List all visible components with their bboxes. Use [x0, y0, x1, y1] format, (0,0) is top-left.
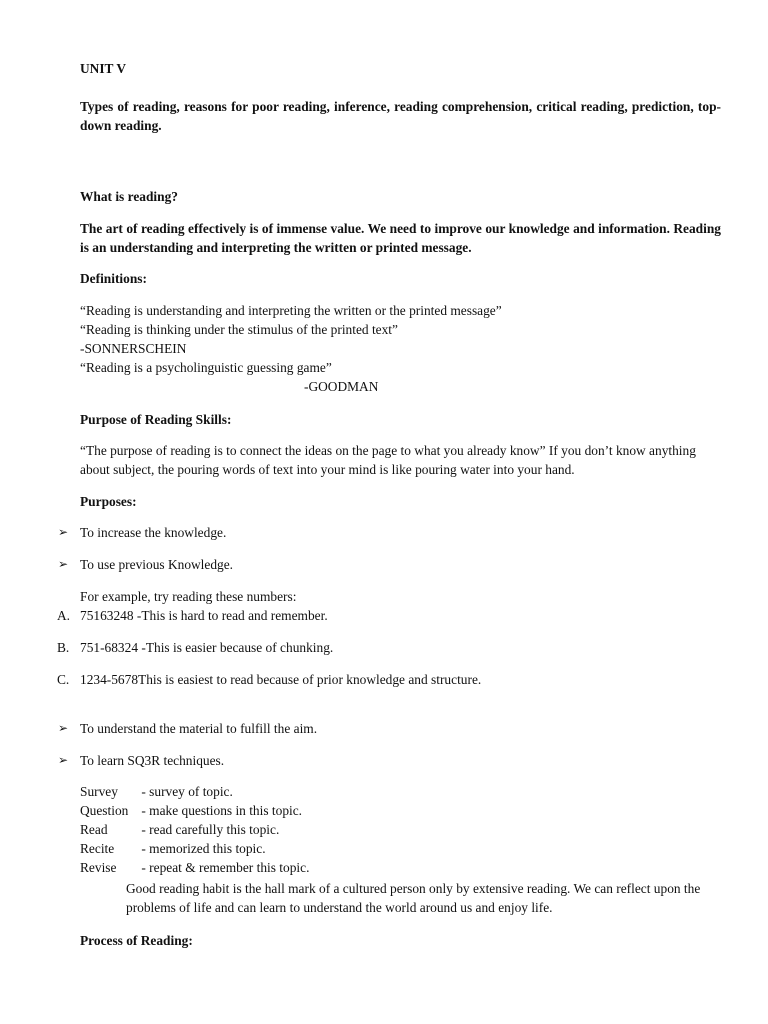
example-item: 751-68324 -This is easier because of chunking. — [80, 640, 334, 655]
process-heading: Process of Reading: — [80, 933, 193, 948]
sq3r-desc: - make questions in this topic. — [141, 803, 303, 818]
sq3r-row — [80, 820, 721, 839]
sq3r-term: Survey — [80, 784, 118, 799]
sq3r-row — [80, 858, 721, 877]
definition-line: “Reading is understanding and interpreting the written or the printed message” — [80, 303, 502, 318]
sq3r-desc: - repeat & remember this topic. — [141, 860, 310, 875]
sq3r-row — [80, 839, 721, 858]
purpose-skills-paragraph: “The purpose of reading is to connect the ideas on the page to what you already know” If you don’t know anything about subject, the pouring words of text into your mind is like pouring water into your hand. — [80, 443, 696, 477]
example-item: 75163248 -This is hard to read and remember. — [80, 608, 328, 623]
list-letter: C. — [57, 672, 70, 687]
definitions-list — [80, 301, 721, 396]
unit-title: UNIT V — [80, 61, 127, 76]
habit-paragraph: Good reading habit is the hall mark of a cultured person only by extensive reading. We can reflect upon the problems of life and can learn to understand the world around us and enjoy life. — [126, 881, 701, 915]
purpose-item: To learn SQ3R techniques. — [80, 753, 225, 768]
sq3r-row — [80, 782, 721, 801]
list-letter: A. — [57, 608, 71, 623]
purpose-item: To use previous Knowledge. — [80, 557, 234, 572]
definition-line: “Reading is a psycholinguistic guessing game” — [80, 360, 332, 375]
what-is-reading-paragraph: The art of reading effectively is of immense value. We need to improve our knowledge and information. Reading is an understanding and interpreting the written or printed message. — [80, 221, 721, 255]
sq3r-desc: - read carefully this topic. — [141, 822, 280, 837]
purposes-heading: Purposes: — [80, 494, 137, 509]
arrow-bullet-icon: ➢ — [58, 721, 69, 735]
sq3r-desc: - survey of topic. — [141, 784, 233, 799]
purpose-item: To increase the knowledge. — [80, 525, 227, 540]
arrow-bullet-icon: ➢ — [58, 753, 69, 767]
sq3r-row — [80, 801, 721, 820]
sq3r-list — [80, 782, 721, 877]
sq3r-term: Question — [80, 803, 129, 818]
what-is-reading-heading: What is reading? — [80, 189, 178, 204]
sq3r-term: Revise — [80, 860, 117, 875]
sq3r-desc: - memorized this topic. — [141, 841, 266, 856]
purpose-item: To understand the material to fulfill the aim. — [80, 721, 318, 736]
definition-author: -GOODMAN — [304, 379, 379, 394]
arrow-bullet-icon: ➢ — [58, 525, 69, 539]
arrow-bullet-icon: ➢ — [58, 557, 69, 571]
topics-summary: Types of reading, reasons for poor reading, inference, reading comprehension, critical reading, prediction, top-down reading. — [80, 99, 721, 133]
list-letter: B. — [57, 640, 70, 655]
definition-author: -SONNERSCHEIN — [80, 341, 187, 356]
purpose-skills-heading: Purpose of Reading Skills: — [80, 412, 232, 427]
definition-line: “Reading is thinking under the stimulus of the printed text” — [80, 322, 398, 337]
sq3r-term: Recite — [80, 841, 115, 856]
sq3r-term: Read — [80, 822, 108, 837]
example-intro: For example, try reading these numbers: — [80, 589, 297, 604]
definitions-heading: Definitions: — [80, 271, 147, 286]
example-item: 1234-5678This is easiest to read because of prior knowledge and structure. — [80, 672, 482, 687]
